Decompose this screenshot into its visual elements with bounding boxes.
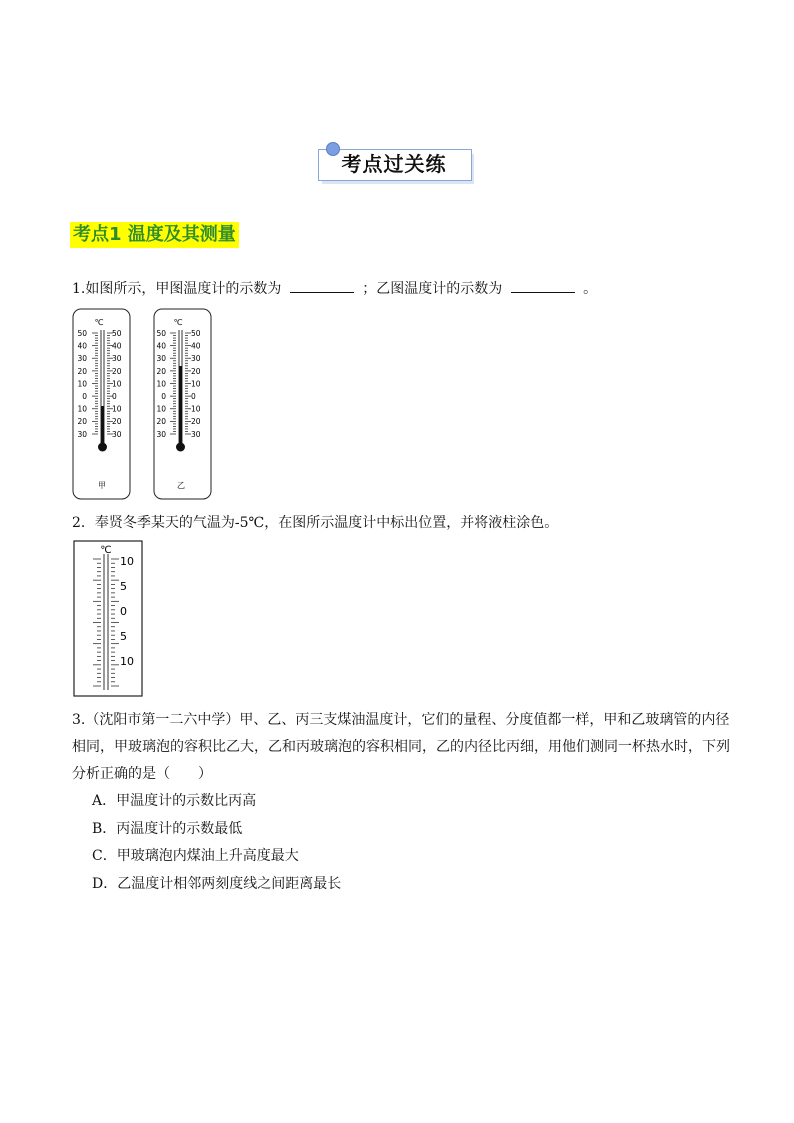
thermometer-q2[interactable] [73, 540, 143, 698]
scale-label: 10 [120, 555, 134, 568]
scale-label: 40 [191, 341, 201, 351]
scale-label: 0 [112, 392, 117, 401]
thermometer-jia-unit: ℃ [94, 318, 104, 327]
question-1 [72, 278, 597, 299]
scale-label: 0 [82, 392, 87, 401]
scale-label: 10 [156, 404, 166, 414]
answer-blank-yi[interactable] [511, 278, 575, 293]
thermometer-jia-caption: 甲 [98, 481, 106, 490]
thermometer-yi [153, 308, 213, 500]
question-3: 3.（沈阳市第一二六中学）甲、乙、丙三支煤油温度计，它们的量程、分度值都一样，甲和乙玻璃管的内径相同，甲玻璃泡的容积比乙大，乙和丙玻璃泡的容积相同，乙的内径比丙细，用他们测同一杯热水时，下列分析正确的是（ ） [72, 712, 730, 782]
thermometer-yi-unit: ℃ [173, 318, 183, 327]
thermometer-jia-labels-right [112, 329, 122, 439]
scale-label: 50 [191, 329, 201, 338]
scale-label: 20 [112, 366, 122, 376]
scale-label: 40 [156, 341, 166, 351]
scale-label: 10 [156, 379, 166, 389]
scale-label: 5 [120, 580, 127, 593]
scale-label: 20 [191, 366, 201, 376]
scale-label: 50 [112, 329, 122, 338]
section-heading: 考点1 温度及其测量 [70, 222, 239, 248]
scale-label: 10 [120, 655, 134, 668]
option-d[interactable]: D．乙温度计相邻两刻度线之间距离最长 [92, 876, 342, 892]
question-1-text-c: 。 [583, 281, 598, 297]
scale-label: 20 [191, 417, 201, 427]
scale-label: 40 [112, 341, 122, 351]
scale-label: 0 [191, 392, 196, 401]
scale-label: 20 [77, 417, 87, 427]
thermometer-jia [72, 308, 132, 500]
question-2: 2．奉贤冬季某天的气温为-5℃，在图所示温度计中标出位置，并将液柱涂色。 [72, 515, 559, 531]
banner-title: 考点过关练 [341, 152, 447, 176]
scale-label: 10 [77, 404, 87, 414]
scale-label: 50 [156, 329, 166, 338]
scale-label: 30 [112, 429, 122, 439]
thermometer-jia-labels-left [77, 329, 87, 439]
option-b[interactable]: B．丙温度计的示数最低 [92, 821, 243, 837]
scale-label: 30 [77, 429, 87, 439]
scale-label: 20 [112, 417, 122, 427]
question-1-text-b: ；乙图温度计的示数为 [362, 281, 503, 297]
scale-label: 30 [156, 354, 166, 364]
option-a[interactable]: A．甲温度计的示数比丙高 [92, 793, 257, 809]
option-c[interactable]: C．甲玻璃泡内煤油上升高度最大 [92, 848, 299, 864]
scale-label: 10 [112, 379, 122, 389]
scale-label: 5 [120, 630, 127, 643]
scale-label: 20 [77, 366, 87, 376]
thermometer-yi-labels-right [191, 329, 201, 439]
scale-label: 10 [112, 404, 122, 414]
scale-label: 10 [77, 379, 87, 389]
answer-blank-jia[interactable] [290, 278, 354, 293]
scale-label: 30 [191, 354, 201, 364]
question-1-text-a: 1.如图所示，甲图温度计的示数为 [72, 281, 282, 297]
scale-label: 10 [191, 379, 201, 389]
scale-label: 20 [156, 417, 166, 427]
scale-label: 40 [77, 341, 87, 351]
banner [316, 145, 474, 183]
scale-label: 30 [77, 354, 87, 364]
scale-label: 0 [120, 605, 127, 618]
scale-label: 30 [191, 429, 201, 439]
scale-label: 30 [156, 429, 166, 439]
thermometer-q2-unit: ℃ [100, 545, 112, 556]
scale-label: 10 [191, 404, 201, 414]
scale-label: 20 [156, 366, 166, 376]
scale-label: 30 [112, 354, 122, 364]
thermometer-yi-labels-left [156, 329, 166, 439]
scale-label: 50 [77, 329, 87, 338]
thermometer-yi-caption: 乙 [177, 481, 185, 490]
scale-label: 0 [161, 392, 166, 401]
